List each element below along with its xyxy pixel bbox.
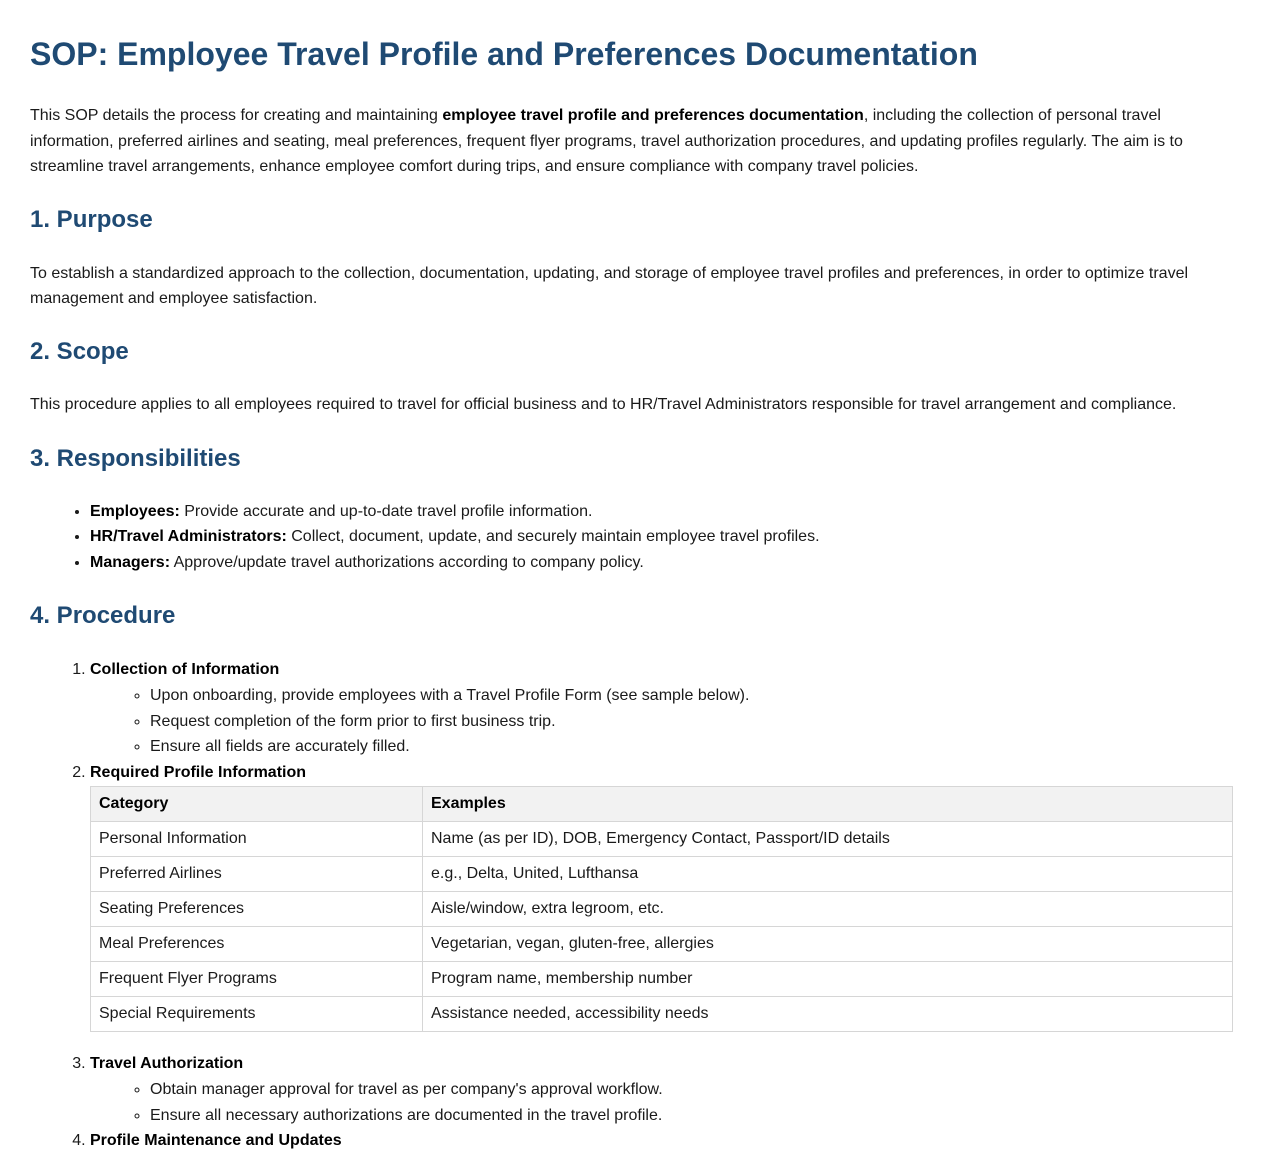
purpose-heading: 1. Purpose	[30, 205, 153, 233]
role-description: Provide accurate and up-to-date travel profile information.	[179, 502, 593, 520]
responsibilities-heading: 3. Responsibilities	[30, 444, 241, 472]
step-title: Travel Authorization	[90, 1055, 244, 1073]
purpose-text: To establish a standardized approach to the collection, documentation, updating, and storage of employee travel profiles and preferences, in order to optimize travel management and employee satisfaction.	[30, 264, 1189, 308]
role-label: Employees:	[90, 502, 180, 520]
table-cell: Program name, membership number	[423, 962, 1233, 997]
table-row	[91, 962, 1233, 997]
list-item	[90, 499, 1233, 525]
table-cell: Name (as per ID), DOB, Emergency Contact, Passport/ID details	[423, 822, 1233, 857]
table-cell: Aisle/window, extra legroom, etc.	[423, 892, 1233, 927]
list-item	[90, 524, 1233, 550]
role-label: HR/Travel Administrators:	[90, 528, 287, 546]
procedure-step-required-info	[90, 760, 1233, 1033]
table-cell: e.g., Delta, United, Lufthansa	[423, 857, 1233, 892]
procedure-step-collection	[90, 657, 1233, 759]
step-title: Collection of Information	[90, 661, 280, 679]
table-header-row	[91, 787, 1233, 822]
scope-text: This procedure applies to all employees required to travel for official business and to HR/Travel Administrators responsible for travel arrangement and compliance.	[30, 395, 1177, 413]
list-item: ◦ Ensure all fields are accurately filled.	[150, 734, 1233, 760]
responsibilities-list	[30, 499, 1233, 576]
step-title: Required Profile Information	[90, 763, 307, 781]
table-cell: Personal Information	[91, 822, 423, 857]
list-item: ◦ Ensure all necessary authorizations are documented in the travel profile.	[150, 1103, 1233, 1129]
column-header-examples: Examples	[423, 787, 1233, 822]
role-description: Collect, document, update, and securely maintain employee travel profiles.	[286, 528, 820, 546]
step-title: Profile Maintenance and Updates	[90, 1132, 342, 1150]
intro-text-start: This SOP details the process for creating and maintaining	[30, 107, 443, 124]
table-row	[91, 857, 1233, 892]
intro-paragraph	[30, 103, 1233, 180]
table-cell: Special Requirements	[91, 997, 423, 1032]
scope-heading: 2. Scope	[30, 337, 129, 365]
table-cell: Preferred Airlines	[91, 857, 423, 892]
list-item: ◦ Obtain manager approval for travel as per company's approval workflow.	[150, 1077, 1233, 1103]
role-label: Managers:	[90, 553, 171, 571]
step-substeps	[90, 683, 1233, 760]
table-row	[91, 997, 1233, 1032]
table-row	[91, 927, 1233, 962]
role-description: Approve/update travel authorizations according to company policy.	[170, 553, 644, 571]
table-cell: Frequent Flyer Programs	[91, 962, 423, 997]
table-row	[91, 822, 1233, 857]
column-header-category: Category	[91, 787, 423, 822]
table-cell: Assistance needed, accessibility needs	[423, 997, 1233, 1032]
list-item: ◦ Request completion of the form prior to first business trip.	[150, 709, 1233, 735]
list-item	[90, 550, 1233, 576]
procedure-step-authorization	[90, 1051, 1233, 1128]
step-substeps	[90, 1077, 1233, 1128]
intro-bold-text: employee travel profile and preferences documentation	[442, 107, 864, 124]
procedure-heading: 4. Procedure	[30, 602, 176, 630]
page-title: SOP: Employee Travel Profile and Preferences Documentation	[30, 36, 978, 72]
intro-text-end: , including the collection of personal travel information, preferred airlines and seating, meal preferences, frequent flyer programs, travel authorization procedures, and updating profiles regularly. The aim is to streamline travel arrangements, enhance employee comfort during trips, and ensure compliance with company travel policies.	[30, 107, 1183, 176]
table-row	[91, 892, 1233, 927]
table-cell: Vegetarian, vegan, gluten-free, allergies	[423, 927, 1233, 962]
procedure-steps	[30, 657, 1233, 1153]
table-cell: Meal Preferences	[91, 927, 423, 962]
procedure-step-maintenance	[90, 1128, 1233, 1154]
table-cell: Seating Preferences	[91, 892, 423, 927]
list-item: ◦ Upon onboarding, provide employees with a Travel Profile Form (see sample below).	[150, 683, 1233, 709]
profile-info-table	[90, 786, 1233, 1032]
